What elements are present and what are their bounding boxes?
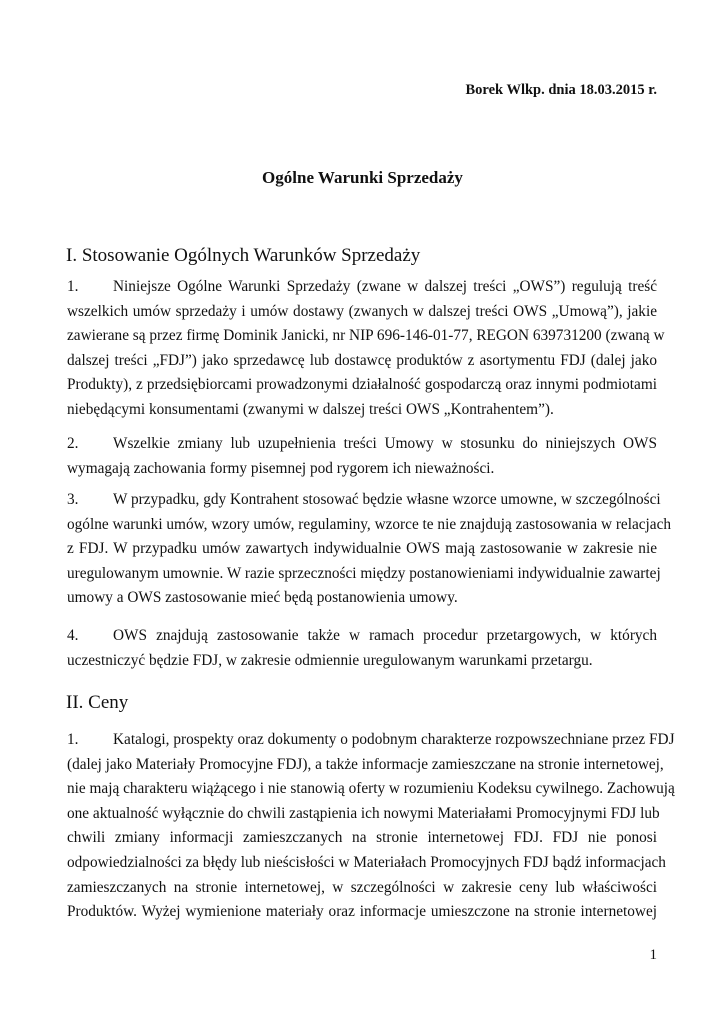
paragraph-line bbox=[67, 777, 675, 802]
paragraph-line bbox=[67, 562, 661, 587]
line-text: umowy a OWS zastosowanie mieć będą postanowienia umowy. bbox=[67, 589, 458, 607]
paragraph-line bbox=[67, 457, 657, 482]
paragraph-line bbox=[67, 586, 657, 611]
paragraph-line bbox=[67, 900, 657, 925]
line-text: dalszej treści „FDJ”) jako sprzedawcę lub dostawcę produktów z asortymentu FDJ (dalej jako bbox=[67, 351, 657, 369]
section-heading: II. Ceny bbox=[66, 692, 129, 713]
line-text: W przypadku, gdy Kontrahent stosować będzie własne wzorce umowne, w szczególności bbox=[113, 491, 661, 508]
line-text: Niniejsze Ogólne Warunki Sprzedaży (zwane w dalszej treści „OWS”) regulują treść bbox=[113, 278, 657, 295]
line-text: uczestniczyć będzie FDJ, w zakresie odmiennie uregulowanym warunkami przetargu. bbox=[67, 651, 593, 669]
paragraph-line bbox=[67, 728, 675, 753]
line-text: uregulowanym umownie. W razie sprzeczności między postanowieniami indywidualnie zawartej bbox=[67, 564, 661, 582]
line-text: nie mają charakteru wiążącego i nie stanowią oferty w rozumieniu Kodeksu cywilnego. Zachowują bbox=[67, 780, 675, 798]
line-text: z FDJ. W przypadku umów zawartych indywidualnie OWS mają zastosowanie w zakresie nie bbox=[67, 540, 657, 558]
document-title: Ogólne Warunki Sprzedaży bbox=[262, 168, 463, 187]
paragraph-line bbox=[67, 624, 657, 649]
paragraph bbox=[67, 728, 675, 925]
section-heading: I. Stosowanie Ogólnych Warunków Sprzedaży bbox=[66, 245, 421, 266]
paragraph bbox=[67, 432, 657, 481]
paragraph-line bbox=[67, 275, 657, 300]
line-text: (dalej jako Materiały Promocyjne FDJ), a także informacje zamieszczane na stronie internetowej, bbox=[67, 755, 664, 773]
paragraph-line bbox=[67, 753, 664, 778]
line-text: Katalogi, prospekty oraz dokumenty o podobnym charakterze rozpowszechniane przez FDJ bbox=[113, 731, 675, 748]
line-text: chwili zmiany informacji zamieszczanych na stronie internetowej FDJ. FDJ nie ponosi bbox=[67, 829, 657, 847]
paragraph-number: 1. bbox=[67, 731, 79, 748]
paragraph-line bbox=[67, 513, 672, 538]
paragraph-line bbox=[67, 373, 657, 398]
line-text: one aktualność wyłącznie do chwili zastąpienia ich nowymi Materiałami Promocyjnymi FDJ lub bbox=[67, 804, 660, 822]
paragraph-line bbox=[67, 851, 666, 876]
line-text: zamieszczanych na stronie internetowej, w szczególności w zakresie ceny lub właściwości bbox=[67, 878, 657, 896]
paragraph-line bbox=[67, 324, 665, 349]
line-text: niebędącymi konsumentami (zwanymi w dalszej treści OWS „Kontrahentem”). bbox=[67, 400, 554, 418]
paragraph-number: 1. bbox=[67, 278, 79, 295]
line-text: zawierane są przez firmę Dominik Janicki, nr NIP 696-146-01-77, REGON 639731200 (zwaną w bbox=[67, 327, 665, 345]
line-text: Produktów. Wyżej wymienione materiały oraz informacje umieszczone na stronie internetowej bbox=[67, 903, 657, 921]
paragraph-line bbox=[67, 649, 657, 674]
paragraph-line bbox=[67, 876, 657, 901]
place-date: Borek Wlkp. dnia 18.03.2015 r. bbox=[465, 82, 657, 98]
paragraph-line bbox=[67, 488, 661, 513]
paragraph-line bbox=[67, 300, 657, 325]
line-text: Wszelkie zmiany lub uzupełnienia treści Umowy w stosunku do niniejszych OWS bbox=[113, 435, 657, 452]
paragraph-line bbox=[67, 826, 657, 851]
line-text: wymagają zachowania formy pisemnej pod rygorem ich nieważności. bbox=[67, 459, 495, 477]
paragraph bbox=[67, 275, 665, 423]
paragraph-line bbox=[67, 432, 657, 457]
paragraph-line bbox=[67, 537, 657, 562]
line-text: OWS znajdują zastosowanie także w ramach procedur przetargowych, w których bbox=[113, 627, 657, 644]
paragraph-line bbox=[67, 398, 657, 423]
line-text: Produkty), z przedsiębiorcami prowadzonymi działalność gospodarczą oraz innymi podmiotami bbox=[67, 376, 657, 394]
paragraph-number: 4. bbox=[67, 627, 79, 644]
paragraph bbox=[67, 624, 657, 673]
line-text: ogólne warunki umów, wzory umów, regulaminy, wzorce te nie znajdują zastosowania w relacjach bbox=[67, 515, 672, 533]
page-number: 1 bbox=[649, 947, 657, 963]
paragraph-line bbox=[67, 802, 660, 827]
line-text: wszelkich umów sprzedaży i umów dostawy (zwanych w dalszej treści OWS „Umową”), jakie bbox=[67, 302, 657, 320]
paragraph-line bbox=[67, 349, 657, 374]
paragraph bbox=[67, 488, 672, 611]
paragraph-number: 2. bbox=[67, 435, 79, 452]
line-text: odpowiedzialności za błędy lub nieścisłości w Materiałach Promocyjnych FDJ bądź informacjach bbox=[67, 853, 666, 871]
paragraph-number: 3. bbox=[67, 491, 79, 508]
